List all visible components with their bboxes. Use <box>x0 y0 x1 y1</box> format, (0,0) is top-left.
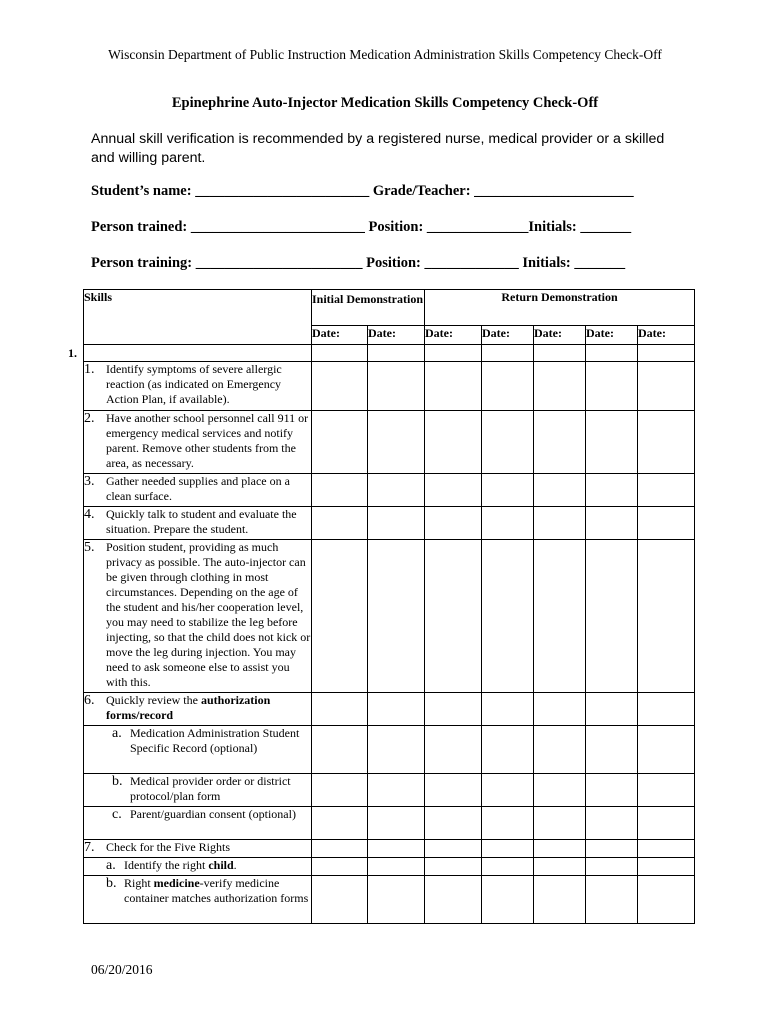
checkoff-cell[interactable] <box>638 507 695 540</box>
checkoff-cell[interactable] <box>638 726 695 774</box>
skill-marker: b. <box>112 774 123 789</box>
checkoff-cell[interactable] <box>425 726 482 774</box>
checkoff-cell[interactable] <box>425 693 482 726</box>
checkoff-cell[interactable] <box>586 540 638 693</box>
checkoff-cell[interactable] <box>638 858 695 876</box>
document-header: Wisconsin Department of Public Instruction Medication Administration Skills Competency Check-Off <box>108 47 662 62</box>
skill-text: Have another school personnel call 911 or emergency medical services and notify parent. Remove other students from the area, as necessary. <box>106 411 309 470</box>
skill-cell <box>84 345 312 362</box>
checkoff-cell[interactable] <box>482 540 534 693</box>
checkoff-cell[interactable] <box>368 876 425 924</box>
checkoff-cell[interactable] <box>368 858 425 876</box>
checkoff-cell[interactable] <box>368 807 425 840</box>
date-header: Date: <box>312 326 368 345</box>
checkoff-cell[interactable] <box>482 411 534 474</box>
skill-cell <box>84 540 312 693</box>
date-header: Date: <box>425 326 482 345</box>
checkoff-cell[interactable] <box>312 507 368 540</box>
checkoff-cell[interactable] <box>638 362 695 411</box>
checkoff-cell[interactable] <box>368 362 425 411</box>
table-row <box>84 774 695 807</box>
skill-text: Gather needed supplies and place on a clean surface. <box>106 474 290 503</box>
date-header: Date: <box>482 326 534 345</box>
checkoff-cell[interactable] <box>312 362 368 411</box>
skill-cell <box>84 693 312 726</box>
skill-marker: 4. <box>84 507 95 522</box>
table-row <box>84 362 695 411</box>
checkoff-cell[interactable] <box>312 540 368 693</box>
checkoff-cell[interactable] <box>638 807 695 840</box>
checkoff-cell[interactable] <box>534 474 586 507</box>
skill-text: Position student, providing as much privacy as possible. The auto-injector can be given through clothing in most circumstances. Depending on the age of the student and his/her cooperation level, you may need to stabilize the leg before injecting, so that the child does not kick or move the leg during injection. You may need to ask someone else to assist you with this. <box>106 540 311 689</box>
skill-text: Identify the right child. <box>124 858 237 872</box>
checkoff-cell[interactable] <box>312 774 368 807</box>
checkoff-cell[interactable] <box>638 840 695 858</box>
checkoff-cell[interactable] <box>534 726 586 774</box>
checkoff-cell[interactable] <box>534 693 586 726</box>
checkoff-cell[interactable] <box>482 507 534 540</box>
checkoff-cell[interactable] <box>482 858 534 876</box>
skills-table <box>83 289 695 924</box>
checkoff-cell[interactable] <box>586 726 638 774</box>
checkoff-cell[interactable] <box>368 840 425 858</box>
checkoff-cell[interactable] <box>638 693 695 726</box>
checkoff-cell[interactable] <box>425 807 482 840</box>
checkoff-cell[interactable] <box>534 876 586 924</box>
skill-marker: 7. <box>84 840 95 855</box>
checkoff-cell[interactable] <box>482 876 534 924</box>
checkoff-cell[interactable] <box>586 858 638 876</box>
skill-cell <box>84 474 312 507</box>
checkoff-cell[interactable] <box>586 693 638 726</box>
person-trained-line[interactable]: Person trained: ________________________ Position: ______________Initials: _______ <box>91 219 632 235</box>
checkoff-cell[interactable] <box>586 474 638 507</box>
checkoff-cell[interactable] <box>368 726 425 774</box>
checkoff-cell[interactable] <box>534 507 586 540</box>
checkoff-cell[interactable] <box>482 474 534 507</box>
skill-text: Check for the Five Rights <box>106 840 230 854</box>
table-row <box>84 726 695 774</box>
skill-marker: 5. <box>84 540 95 555</box>
skill-text: Quickly review the authorization forms/record <box>106 693 271 722</box>
checkoff-cell[interactable] <box>638 345 695 362</box>
checkoff-cell[interactable] <box>586 345 638 362</box>
checkoff-cell[interactable] <box>312 726 368 774</box>
checkoff-cell[interactable] <box>534 858 586 876</box>
checkoff-cell[interactable] <box>586 807 638 840</box>
checkoff-cell[interactable] <box>534 362 586 411</box>
skill-text: Medication Administration Student Specific Record (optional) <box>130 726 300 755</box>
skill-marker: c. <box>112 807 122 822</box>
date-header: Date: <box>638 326 695 345</box>
skill-cell <box>84 507 312 540</box>
checkoff-cell[interactable] <box>368 345 425 362</box>
checkoff-cell[interactable] <box>368 774 425 807</box>
skill-cell <box>84 362 312 411</box>
checkoff-cell[interactable] <box>482 807 534 840</box>
checkoff-cell[interactable] <box>534 807 586 840</box>
skill-cell <box>84 807 312 840</box>
checkoff-cell[interactable] <box>368 693 425 726</box>
table-row <box>84 540 695 693</box>
skill-text: Identify symptoms of severe allergic reaction (as indicated on Emergency Action Plan, if available). <box>106 362 282 406</box>
checkoff-cell[interactable] <box>312 693 368 726</box>
checkoff-cell[interactable] <box>482 693 534 726</box>
checkoff-cell[interactable] <box>312 474 368 507</box>
checkoff-cell[interactable] <box>586 362 638 411</box>
checkoff-cell[interactable] <box>312 345 368 362</box>
date-header: Date: <box>586 326 638 345</box>
checkoff-cell[interactable] <box>368 411 425 474</box>
checkoff-cell[interactable] <box>638 774 695 807</box>
table-row <box>84 807 695 840</box>
checkoff-cell[interactable] <box>368 540 425 693</box>
footer-date: 06/20/2016 <box>91 962 153 977</box>
skill-cell <box>84 858 312 876</box>
checkoff-cell[interactable] <box>638 540 695 693</box>
skill-marker: b. <box>106 876 117 891</box>
checkoff-cell[interactable] <box>638 474 695 507</box>
checkoff-cell[interactable] <box>638 876 695 924</box>
skill-cell <box>84 774 312 807</box>
skill-marker: a. <box>112 726 122 741</box>
checkoff-cell[interactable] <box>482 774 534 807</box>
checkoff-cell[interactable] <box>425 411 482 474</box>
checkoff-cell[interactable] <box>425 474 482 507</box>
checkoff-cell[interactable] <box>482 726 534 774</box>
checkoff-cell[interactable] <box>425 362 482 411</box>
checkoff-cell[interactable] <box>368 474 425 507</box>
table-row <box>84 507 695 540</box>
skill-marker: a. <box>106 858 116 873</box>
table-row <box>84 345 695 362</box>
return-demonstration-header: Return Demonstration <box>425 290 695 326</box>
skill-cell <box>84 411 312 474</box>
skill-marker: 6. <box>84 693 95 708</box>
skill-text: Quickly talk to student and evaluate the situation. Prepare the student. <box>106 507 297 536</box>
skill-text: Medical provider order or district protocol/plan form <box>130 774 291 803</box>
table-row <box>84 474 695 507</box>
side-number: 1. <box>68 346 77 360</box>
checkoff-cell[interactable] <box>425 345 482 362</box>
checkoff-cell[interactable] <box>425 774 482 807</box>
checkoff-cell[interactable] <box>312 411 368 474</box>
checkoff-cell[interactable] <box>312 807 368 840</box>
skill-marker: 3. <box>84 474 95 489</box>
student-name-line[interactable]: Student’s name: ________________________ Grade/Teacher: ______________________ <box>91 183 634 199</box>
checkoff-cell[interactable] <box>368 507 425 540</box>
checkoff-cell[interactable] <box>534 774 586 807</box>
skill-text: Right medicine-verify medicine container matches authorization forms <box>124 876 309 905</box>
checkoff-cell[interactable] <box>534 345 586 362</box>
checkoff-cell[interactable] <box>586 774 638 807</box>
skill-cell <box>84 840 312 858</box>
checkoff-cell[interactable] <box>534 411 586 474</box>
checkoff-cell[interactable] <box>482 840 534 858</box>
checkoff-cell[interactable] <box>534 540 586 693</box>
checkoff-cell[interactable] <box>425 540 482 693</box>
checkoff-cell[interactable] <box>312 876 368 924</box>
table-row <box>84 840 695 858</box>
table-row <box>84 693 695 726</box>
checkoff-cell[interactable] <box>586 411 638 474</box>
skill-cell <box>84 876 312 924</box>
document-title: Epinephrine Auto-Injector Medication Skills Competency Check-Off <box>171 95 599 111</box>
checkoff-cell[interactable] <box>425 876 482 924</box>
checkoff-cell[interactable] <box>586 876 638 924</box>
checkoff-cell[interactable] <box>482 362 534 411</box>
checkoff-cell[interactable] <box>586 507 638 540</box>
table-row <box>84 411 695 474</box>
checkoff-cell[interactable] <box>425 840 482 858</box>
person-training-line[interactable]: Person training: _______________________ Position: _____________ Initials: _______ <box>91 255 626 271</box>
date-header: Date: <box>534 326 586 345</box>
skill-marker: 1. <box>84 362 95 377</box>
checkoff-cell[interactable] <box>312 840 368 858</box>
checkoff-cell[interactable] <box>312 858 368 876</box>
date-header: Date: <box>368 326 425 345</box>
skill-marker: 2. <box>84 411 95 426</box>
initial-demonstration-header: Initial Demonstration <box>312 290 425 326</box>
checkoff-cell[interactable] <box>534 840 586 858</box>
checkoff-cell[interactable] <box>586 840 638 858</box>
table-row <box>84 876 695 924</box>
skill-text: Parent/guardian consent (optional) <box>130 807 296 821</box>
checkoff-cell[interactable] <box>425 858 482 876</box>
skill-cell <box>84 726 312 774</box>
skills-header: Skills <box>84 290 312 345</box>
checkoff-cell[interactable] <box>638 411 695 474</box>
intro-text: Annual skill verification is recommended by a registered nurse, medical provider or a skilled and willing parent. <box>91 131 665 166</box>
checkoff-cell[interactable] <box>482 345 534 362</box>
table-row <box>84 858 695 876</box>
checkoff-cell[interactable] <box>425 507 482 540</box>
